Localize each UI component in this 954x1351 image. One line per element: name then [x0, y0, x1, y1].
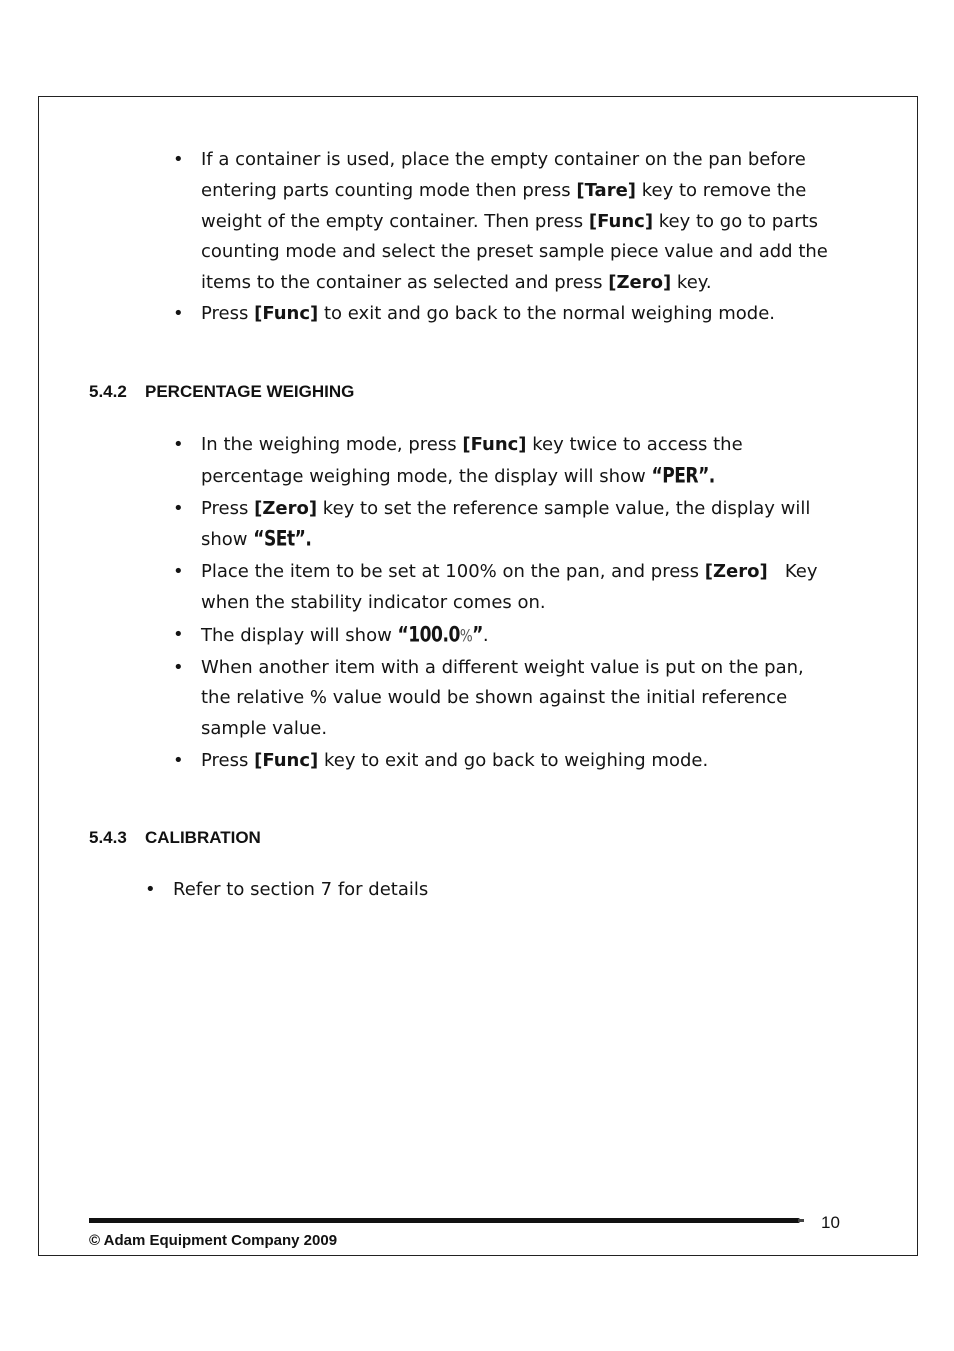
key-zero: [Zero]	[704, 561, 768, 583]
key-func: [Func]	[254, 302, 319, 324]
display-value: “100.0	[397, 622, 460, 647]
display-readout-per: “PER”.	[651, 463, 715, 489]
display-readout-100	[398, 618, 483, 654]
list-item-exit-func	[173, 299, 833, 330]
percent-sign: %	[459, 625, 473, 646]
bullet-list-container	[173, 145, 833, 330]
text: If a container is used, place the empty container on the pan before entering parts counting mode then press	[201, 149, 806, 201]
section-title: PERCENTAGE WEIGHING	[145, 382, 355, 401]
text: Key when the stability indicator comes on.	[201, 561, 824, 613]
text: key.	[671, 272, 712, 294]
display-readout-set: “SEt”.	[253, 527, 312, 552]
list-item-relative-value	[173, 653, 838, 745]
key-func: [Func]	[588, 210, 654, 232]
text: Press	[201, 749, 255, 771]
footer-copyright: © Adam Equipment Company 2009	[89, 1232, 338, 1249]
text: to exit and go back to the normal weighing mode.	[318, 302, 776, 324]
footer-rule	[89, 1218, 800, 1223]
section-number: 5.4.3	[89, 828, 127, 847]
text: Press	[201, 497, 255, 519]
text: When another item with a different weight value is put on the pan, the relative % value would be shown against the initial reference sample value.	[201, 656, 804, 740]
list-item-display-100	[173, 620, 838, 652]
key-zero: [Zero]	[254, 497, 318, 519]
section-number: 5.4.2	[89, 382, 127, 401]
bullet-list-percentage	[173, 430, 838, 778]
text: The display will show	[201, 624, 398, 646]
text: key to exit and go back to weighing mode.	[318, 749, 709, 771]
text: .	[482, 624, 489, 646]
key-func: [Func]	[254, 749, 319, 771]
key-zero: [Zero]	[608, 272, 672, 294]
bullet-list-calibration	[145, 875, 745, 906]
text: key to set the reference sample value, the display will show	[201, 497, 811, 551]
text: key to go to parts counting mode and select the preset sample piece value and add the items to the container as selected and press	[201, 210, 828, 294]
page-number: 10	[821, 1213, 840, 1232]
text: Place the item to be set at 100% on the pan, and press	[201, 561, 705, 583]
section-heading-percentage-weighing	[89, 382, 354, 402]
text: In the weighing mode, press	[201, 434, 463, 455]
text: key twice to access the percentage weighing mode, the display will show	[201, 434, 743, 487]
list-item-container-instructions	[173, 145, 833, 299]
display-close-quote: ”	[472, 622, 483, 647]
section-title: CALIBRATION	[145, 828, 261, 847]
key-tare: [Tare]	[576, 179, 637, 201]
text: key to remove the weight of the empty container. Then press	[201, 179, 807, 232]
list-item-place-item	[173, 557, 838, 619]
list-item-refer-section: • Refer to section 7 for details	[145, 875, 745, 906]
key-func: [Func]	[462, 434, 527, 455]
section-heading-calibration	[89, 828, 261, 848]
list-item-set-reference	[173, 494, 838, 557]
list-item-exit-weighing	[173, 746, 838, 777]
text: Press	[201, 302, 255, 324]
list-item-access-percentage	[173, 430, 838, 493]
